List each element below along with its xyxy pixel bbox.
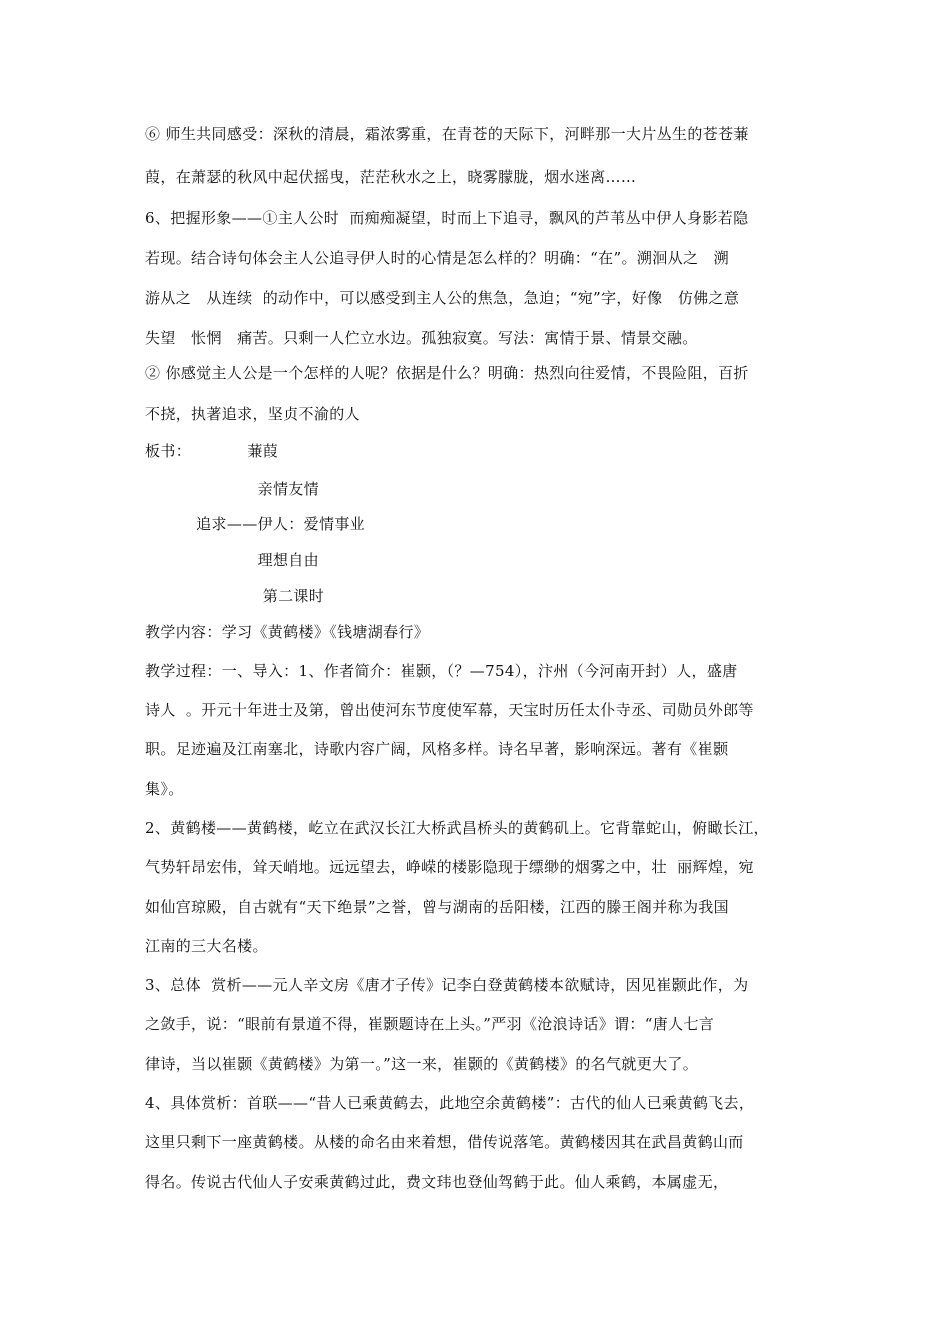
board-notes-line: 理想自由 xyxy=(145,551,319,569)
paragraph-line: 不挠，执著追求，坚贞不渝的人 xyxy=(145,405,360,423)
paragraph-line: 游从之 从连续 的动作中，可以感受到主人公的焦急，急迫；“宛”字，好像 仿佛之意 xyxy=(145,289,740,307)
paragraph-line: 江南的三大名楼。 xyxy=(145,937,268,955)
paragraph-line: 失望 怅惘 痛苦。只剩一人伫立水边。孤独寂寞。写法：寓情于景、情景交融。 xyxy=(145,329,698,347)
paragraph-line: 得名。传说古代仙人子安乘黄鹤过此，费文玮也登仙驾鹤于此。仙人乘鹤，本属虚无， xyxy=(145,1173,729,1191)
paragraph-line: 这里只剩下一座黄鹤楼。从楼的命名由来着想，借传说落笔。黄鹤楼因其在武昌黄鹤山而 xyxy=(145,1133,744,1151)
board-notes-heading: 板书： 蒹葭 xyxy=(145,442,279,460)
paragraph-line: 2、黄鹤楼——黄鹤楼，屹立在武汉长江大桥武昌桥头的黄鹤矶上。它背靠蛇山，俯瞰长江， xyxy=(145,819,769,837)
paragraph-line: 4、具体赏析：首联——“昔人已乘黄鹤去，此地空余黄鹤楼”：古代的仙人已乘黄鹤飞去， xyxy=(145,1094,755,1112)
paragraph-line: 职。足迹遍及江南塞北，诗歌内容广阔，风格多样。诗名早著，影响深远。著有《崔颢 xyxy=(145,740,729,758)
paragraph-line: ② 你感觉主人公是一个怎样的人呢？依据是什么？明确：热烈向往爱情，不畏险阻，百折 xyxy=(145,364,749,382)
board-notes-line: 亲情友情 xyxy=(145,480,319,498)
paragraph-line: 若现。结合诗句体会主人公追寻伊人时的心情是怎么样的？明确：“在”。溯洄从之 溯 xyxy=(145,249,729,267)
paragraph-line: 集》。 xyxy=(145,780,184,798)
paragraph-line: ⑥ 师生共同感受：深秋的清晨，霜浓雾重，在青苍的天际下，河畔那一大片丛生的苍苍蒹 xyxy=(145,125,749,143)
paragraph-line: 6、把握形象——①主人公时 而痴痴凝望，时而上下追寻，飘风的芦苇丛中伊人身影若隐 xyxy=(145,209,749,227)
board-notes-line: 追求——伊人：爱情事业 xyxy=(145,515,366,533)
paragraph-line: 3、总体 赏析——元人辛文房《唐才子传》记李白登黄鹤楼本欲赋诗，因见崔颢此作，为 xyxy=(145,976,749,994)
paragraph-line: 气势轩昂宏伟，耸天峭地。远远望去，峥嵘的楼影隐现于缥缈的烟雾之中，壮 丽辉煌，宛 xyxy=(145,858,754,876)
paragraph-line: 教学内容：学习《黄鹤楼》《钱塘湖春行》 xyxy=(145,623,430,641)
paragraph-line: 之敛手，说：“眼前有景道不得，崔颢题诗在上头。”严羽《沧浪诗话》谓：“唐人七言 xyxy=(145,1015,715,1033)
paragraph-line: 律诗，当以崔颢《黄鹤楼》为第一。”这一来，崔颢的《黄鹤楼》的名气就更大了。 xyxy=(145,1055,699,1073)
paragraph-line: 葭，在萧瑟的秋风中起伏摇曳，茫茫秋水之上，晓雾朦胧，烟水迷离…… xyxy=(145,168,637,186)
paragraph-line: 教学过程：一、导入：1、作者简介：崔颢，（？—754），汴州（今河南开封）人，盛唐 xyxy=(145,662,738,680)
paragraph-line: 诗人 。开元十年进士及第，曾出使河东节度使军幕，天宝时历任太仆寺丞、司勋员外郎等 xyxy=(145,701,754,719)
section-heading: 第二课时 xyxy=(145,587,325,605)
paragraph-line: 如仙宫琼殿，自古就有“天下绝景”之誉，曾与湖南的岳阳楼，江西的滕王阁并称为我国 xyxy=(145,898,729,916)
